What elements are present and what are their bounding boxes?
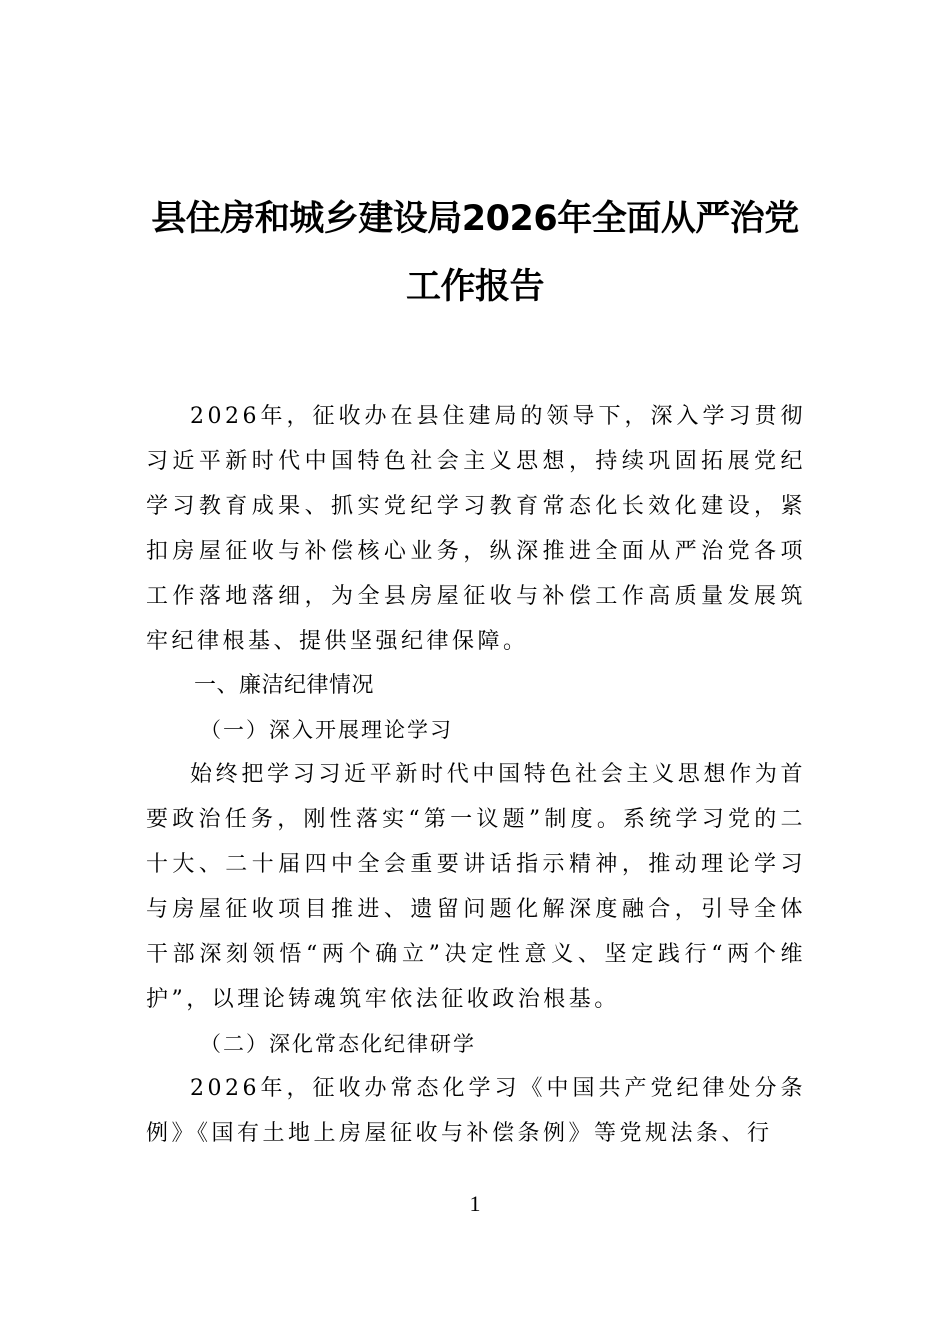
section-heading: 一、廉洁纪律情况 <box>194 673 375 698</box>
document-body <box>146 394 806 1156</box>
document-title-line-1: 县住房和城乡建设局2026年全面从严治党 <box>151 199 799 239</box>
subsection-heading: （二）深化常态化纪律研学 <box>200 1032 476 1056</box>
page-number: 1 <box>469 1191 481 1216</box>
document-title-line-2: 工作报告 <box>405 267 544 307</box>
body-paragraph: 2026年，征收办常态化学习《中国共产党纪律处分条例》《国有土地上房屋征收与补偿条例》等党规法条、行 <box>146 1076 806 1146</box>
subsection-heading: （一）深入开展理论学习 <box>200 718 453 742</box>
intro-paragraph: 2026年，征收办在县住建局的领导下，深入学习贯彻习近平新时代中国特色社会主义思想，持续巩固拓展党纪学习教育成果、抓实党纪学习教育常态化长效化建设，紧扣房屋征收与补偿核心业务，纵深推进全面从严治党各项工作落地落细，为全县房屋征收与补偿工作高质量发展筑牢纪律根基、提供坚强纪律保障。 <box>146 404 806 654</box>
body-paragraph: 始终把学习习近平新时代中国特色社会主义思想作为首要政治任务，刚性落实“第一议题”制度。系统学习党的二十大、二十届四中全会重要讲话指示精神，推动理论学习与房屋征收项目推进、遗留问题化解深度融合，引导全体干部深刻领悟“两个确立”决定性意义、坚定践行“两个维护”，以理论铸魂筑牢依法征收政治根基。 <box>146 762 806 1012</box>
